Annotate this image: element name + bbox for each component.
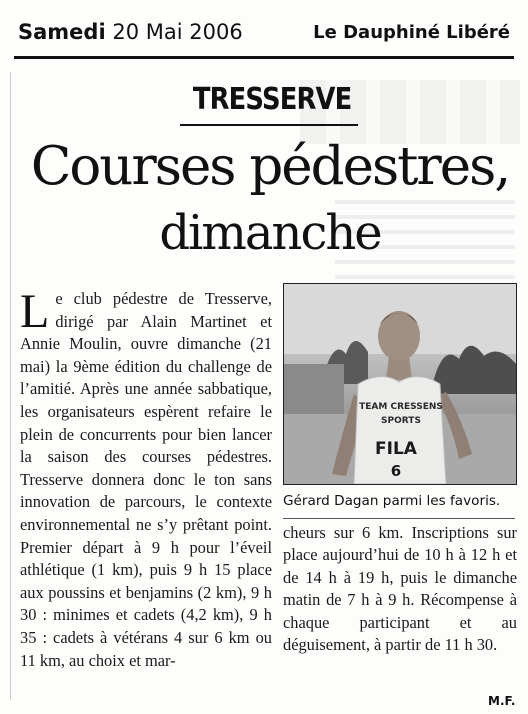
- newspaper-name: Le Dauphiné Libéré: [313, 22, 510, 43]
- article-body-left-column: [20, 285, 272, 672]
- caption-divider: [283, 518, 515, 519]
- issue-date-rest: 20 Mai 2006: [112, 20, 243, 44]
- runner-head: [378, 311, 420, 361]
- building: [284, 364, 344, 414]
- runner-illustration: [284, 284, 516, 484]
- jersey-sports-text: SPORTS: [381, 416, 421, 426]
- article-title-line-1: Courses pédestres,: [30, 136, 510, 197]
- drop-cap: L: [20, 285, 50, 338]
- newspaper-header: [14, 14, 514, 59]
- photo-caption: Gérard Dagan parmi les favoris.: [283, 493, 501, 509]
- issue-day: Samedi: [18, 20, 106, 44]
- article-title-line-2: dimanche: [159, 205, 381, 261]
- jersey-team-text: TEAM CRESSENS: [359, 402, 443, 412]
- kicker-text: TRESSERVE: [192, 82, 352, 117]
- bib-number: 6: [390, 462, 402, 480]
- body-left-text: e club pédestre de Tresserve, dirigé par Alain Martinet et Annie Moulin, ouvre dimanche (21 mai) la 9ème édition du challenge de l’amitié. Après une année sabbatique, les organisateurs espèrent refaire le plein de concurrents pour bien lancer la saison des courses pédestres. Tresserve donnera donc le ton sans innovation de parcours, le contexte environnemental ne s’y prêtant point. Premier départ à 9 h pour l’éveil athlétique (1 km), puis 9 h 15 place aux poussins et benjamins (2 km), 9 h 30 : minimes et cadets (4,2 km), 9 h 35 : cadets à vétérans 4 sur 6 km ou 11 km, au choix et mar-: [20, 289, 272, 670]
- author-signature: M.F.: [488, 694, 516, 708]
- article-kicker: [180, 80, 358, 126]
- runner-photo: [283, 283, 517, 485]
- issue-date: [18, 20, 243, 44]
- article-body-right-column: cheurs sur 6 km. Inscriptions sur place aujourd’hui de 10 h à 12 h et de 14 h à 19 h, puis le dimanche matin de 7 h à 9 h. Récompense à chaque participant et au déguisement, à partir de 11 h 30.: [283, 523, 517, 655]
- jersey-brand-text: FILA: [375, 439, 417, 459]
